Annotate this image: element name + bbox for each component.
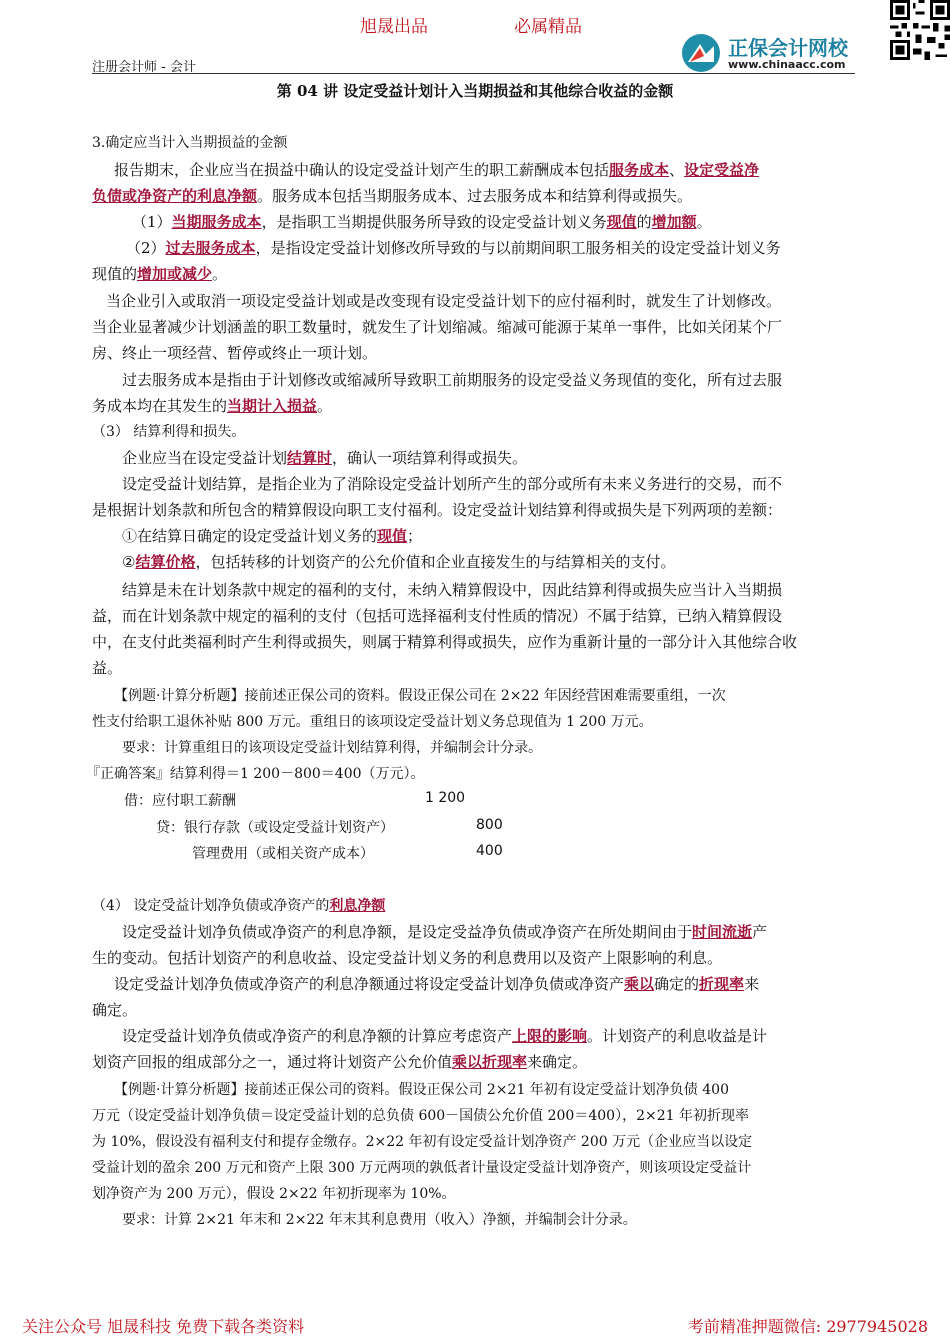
paragraph-4-line-1: 当企业引入或取消一项设定受益计划或是改变现有设定受益计划下的应付福利时，就发生了计划修改。 <box>106 292 782 310</box>
qr-code-icon <box>890 0 950 60</box>
logo-url: www.chinaacc.com <box>728 58 846 71</box>
logo-name: 正保会计网校 <box>728 36 848 60</box>
keyword-present-value: 现值 <box>606 213 637 231</box>
example-2-line-4: 受益计划的盈余 200 万元和资产上限 300 万元两项的孰低者计量设定受益计划净资产，则该项设定受益计 <box>92 1160 752 1176</box>
journal-entry-credit-2-amount: 400 <box>476 843 503 859</box>
keyword-current-pl: 当期计入损益 <box>227 397 318 415</box>
paragraph-10-line-3: 中，在支付此类福利时产生利得或损失，则属于精算利得或损失，应作为重新计量的一部分计入其他综合收 <box>92 633 798 651</box>
keyword-discount-rate: 折现率 <box>699 975 745 993</box>
paragraph-3-line-1: （2）过去服务成本，是指设定受益计划修改所导致的与以前期间职工服务相关的设定受益计划义务 <box>126 239 781 257</box>
keyword-present-value-2: 现值 <box>377 527 408 545</box>
journal-entry-credit-1: 贷：银行存款（或设定受益计划资产） <box>156 820 394 836</box>
paragraph-12-line-2: 确定。 <box>92 1001 138 1019</box>
keyword-past-service-cost: 过去服务成本 <box>165 239 256 257</box>
header-divider <box>92 73 855 74</box>
paragraph-4-line-2: 当企业显著减少计划涵盖的职工数量时，就发生了计划缩减。缩减可能源于某单一事件，比如关闭某个厂 <box>92 318 783 336</box>
paragraph-11-line-2: 生的变动。包括计划资产的利息收益、设定受益计划义务的利息费用以及资产上限影响的利息。 <box>92 949 723 967</box>
keyword-increase-or-decrease: 增加或减少 <box>137 265 213 283</box>
logo-emblem-icon <box>680 32 722 74</box>
section-3-3-title: （3） 结算利得和损失。 <box>92 424 246 440</box>
section-3-title: 3.确定应当计入当期损益的金额 <box>92 135 288 151</box>
journal-entry-debit-amount: 1 200 <box>425 790 466 806</box>
keyword-settlement-price: 结算价格 <box>135 553 196 571</box>
paragraph-4-line-3: 房、终止一项经营、暂停或终止一项计划。 <box>92 344 378 362</box>
section-3-4-title: （4） 设定受益计划净负债或净资产的利息净额 <box>92 898 386 914</box>
paragraph-10-line-4: 益。 <box>92 659 123 677</box>
keyword-at-settlement: 结算时 <box>287 449 333 467</box>
journal-entry-credit-2: 管理费用（或相关资产成本） <box>192 846 374 862</box>
keyword-asset-ceiling: 上限的影响 <box>512 1027 588 1045</box>
footer-promo-right: 考前精准押题微信: 2977945028 <box>687 1317 928 1336</box>
paragraph-8: ①在结算日确定的设定受益计划义务的现值； <box>122 527 423 545</box>
paragraph-13-line-1: 设定受益计划净负债或净资产的利息净额的计算应考虑资产上限的影响。计划资产的利息收益是计 <box>122 1027 768 1045</box>
keyword-current-service-cost: 当期服务成本 <box>171 213 262 231</box>
paragraph-13-line-2: 划资产回报的组成部分之一，通过将计划资产公允价值乘以折现率来确定。 <box>92 1053 588 1071</box>
paragraph-12-line-1: 设定受益计划净负债或净资产的利息净额通过将设定受益计划净负债或净资产乘以确定的折现率来 <box>114 975 760 993</box>
paragraph-1-line-2: 负债或净资产的利息净额。服务成本包括当期服务成本、过去服务成本和结算利得或损失。 <box>92 187 693 205</box>
keyword-net-interest-a: 设定受益净 <box>684 161 760 179</box>
keyword-service-cost: 服务成本 <box>609 161 670 179</box>
example-1-line-2: 性支付给职工退休补贴 800 万元。重组日的该项设定受益计划义务总现值为 1 200 万元。 <box>92 714 653 730</box>
paragraph-7-line-2: 是根据计划条款和所包含的精算假设向职工支付福利。设定受益计划结算利得或损失是下列两项的差额： <box>92 501 783 519</box>
example-2-line-1: 【例题·计算分析题】接前述正保公司的资料。假设正保公司 2×21 年初有设定受益计划净负债 400 <box>114 1082 729 1098</box>
paragraph-2: （1）当期服务成本，是指职工当期提供服务所导致的设定受益计划义务现值的增加额。 <box>132 213 712 231</box>
keyword-times-discount-rate: 乘以折现率 <box>452 1053 528 1071</box>
example-1-answer: 『正确答案』结算利得＝1 200－800＝400（万元）。 <box>86 766 425 782</box>
chinaacc-logo[interactable] <box>680 30 860 75</box>
journal-entry-credit-1-amount: 800 <box>476 817 503 833</box>
journal-entry-debit: 借：应付职工薪酬 <box>124 793 236 809</box>
header-slogan-left: 旭晟出品 <box>360 17 428 37</box>
paragraph-1-line-1: 报告期末，企业应当在损益中确认的设定受益计划产生的职工薪酬成本包括服务成本、设定受益净 <box>114 161 760 179</box>
lecture-title: 第 04 讲 设定受益计划计入当期损益和其他综合收益的金额 <box>276 82 674 100</box>
paragraph-11-line-1: 设定受益计划净负债或净资产的利息净额，是设定受益净负债或净资产在所处期间由于时间流逝产 <box>122 923 768 941</box>
paragraph-5-line-2: 务成本均在其发生的当期计入损益。 <box>92 397 333 415</box>
course-label: 注册会计师 - 会计 <box>92 60 196 75</box>
footer-promo-left: 关注公众号 旭晟科技 免费下载各类资料 <box>22 1317 305 1336</box>
keyword-passage-of-time: 时间流逝 <box>692 923 753 941</box>
keyword-net-interest-b: 负债或净资产的利息净额 <box>92 187 258 205</box>
keyword-increase: 增加额 <box>651 213 697 231</box>
example-1-line-1: 【例题·计算分析题】接前述正保公司的资料。假设正保公司在 2×22 年因经营困难需要重组，一次 <box>114 688 726 704</box>
paragraph-3-line-2: 现值的增加或减少。 <box>92 265 228 283</box>
example-2-requirement: 要求：计算 2×21 年末和 2×22 年末其利息费用（收入）净额，并编制会计分录。 <box>122 1212 637 1228</box>
paragraph-6: 企业应当在设定受益计划结算时，确认一项结算利得或损失。 <box>122 449 528 467</box>
example-2-line-2: 万元（设定受益计划净负债＝设定受益计划的总负债 600－国债公允价值 200＝400），2×21 年初折现率 <box>92 1108 749 1124</box>
keyword-multiplied-by: 乘以 <box>624 975 655 993</box>
paragraph-5-line-1: 过去服务成本是指由于计划修改或缩减所导致职工前期服务的设定受益义务现值的变化，所有过去服 <box>122 371 783 389</box>
keyword-net-interest: 利息净额 <box>329 898 386 914</box>
example-2-line-3: 为 10%，假设没有福利支付和提存金缴存。2×22 年初有设定受益计划净资产 200 万元（企业应当以设定 <box>92 1134 753 1150</box>
paragraph-10-line-1: 结算是未在计划条款中规定的福利的支付，未纳入精算假设中，因此结算利得或损失应当计入当期损 <box>122 581 783 599</box>
example-1-requirement: 要求：计算重组日的该项设定受益计划结算利得，并编制会计分录。 <box>122 740 542 756</box>
paragraph-9: ②结算价格，包括转移的计划资产的公允价值和企业直接发生的与结算相关的支付。 <box>122 553 676 571</box>
example-2-line-5: 划净资产为 200 万元），假设 2×22 年初折现率为 10%。 <box>92 1186 456 1202</box>
header-slogan-right: 必属精品 <box>514 17 582 37</box>
paragraph-7-line-1: 设定受益计划结算，是指企业为了消除设定受益计划所产生的部分或所有未来义务进行的交易，而不 <box>122 475 783 493</box>
paragraph-10-line-2: 益，而在计划条款中规定的福利的支付（包括可选择福利支付性质的情况）不属于结算，已纳入精算假设 <box>92 607 783 625</box>
